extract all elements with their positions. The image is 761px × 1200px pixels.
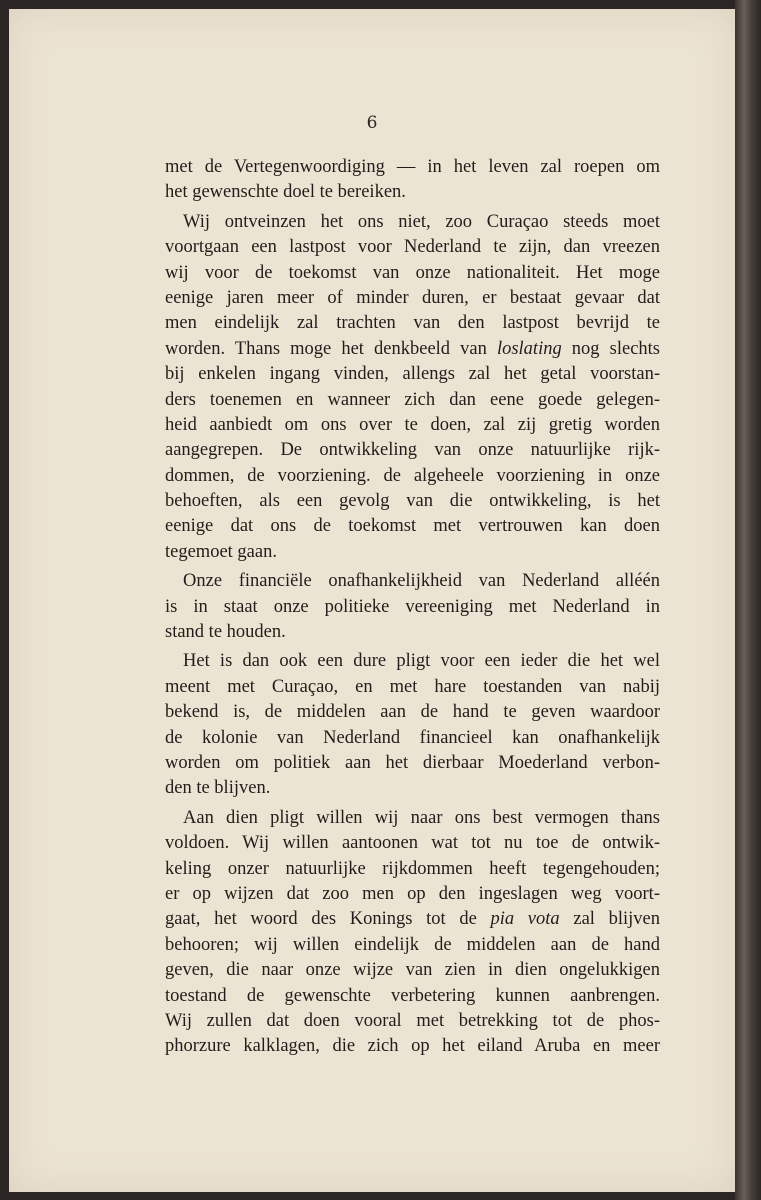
italic-term: pia vota	[490, 909, 560, 930]
text-line: heid aanbiedt om ons over te doen, zal zij gretig worden	[165, 414, 660, 435]
text-line: Het is dan ook een dure pligt voor een ieder die het wel	[183, 651, 660, 672]
text-line: men eindelijk zal trachten van den lastpost bevrijd te	[165, 313, 660, 334]
book-page	[9, 9, 735, 1192]
text-line: ders toenemen en wanneer zich dan eene goede gelegen-	[165, 389, 660, 410]
text-line: Wij ontveinzen het ons niet, zoo Curaçao steeds moet	[183, 211, 660, 232]
text-line: Aan dien pligt willen wij naar ons best vermogen thans	[183, 807, 660, 828]
book-spine	[735, 0, 761, 1200]
text-segment: worden. Thans moge het denkbeeld van	[165, 338, 497, 359]
text-line: met de Vertegenwoordiging — in het leven zal roepen om	[165, 157, 660, 177]
text-line: Wij zullen dat doen vooral met betrekking tot de phos-	[165, 1010, 660, 1031]
text-segment: nog slechts	[561, 338, 660, 359]
text-line: behoeften, als een gevolg van die ontwikkeling, is het	[165, 491, 660, 512]
text-line: is in staat onze politieke vereeniging met Nederland in	[165, 596, 660, 617]
text-line: tegemoet gaan.	[165, 541, 277, 562]
text-line: eenige dat ons de toekomst met vertrouwen kan doen	[165, 516, 660, 537]
text-line: phorzure kalklagen, die zich op het eiland Aruba en meer	[165, 1036, 660, 1057]
text-line: wij voor de toekomst van onze nationaliteit. Het moge	[165, 262, 660, 283]
page-number: 6	[366, 113, 378, 133]
text-line: meent met Curaçao, en met hare toestanden van nabij	[165, 676, 660, 697]
text-line: er op wijzen dat zoo men op den ingeslagen weg voort-	[165, 883, 660, 904]
text-line: voldoen. Wij willen aantoonen wat tot nu toe de ontwik-	[165, 833, 660, 854]
text-line: eenige jaren meer of minder duren, er bestaat gevaar dat	[165, 287, 660, 308]
text-segment: gaat, het woord des Konings tot de	[165, 909, 491, 930]
text-line: dommen, de voorziening. de algeheele voorziening in onze	[165, 465, 660, 486]
body-text	[165, 155, 660, 1060]
text-line: voortgaan een lastpost voor Nederland te zijn, dan vreezen	[165, 237, 660, 258]
text-line: toestand de gewenschte verbetering kunnen aanbrengen.	[165, 985, 660, 1006]
text-line: geven, die naar onze wijze van zien in dien ongelukkigen	[165, 960, 660, 981]
text-line	[165, 907, 660, 932]
text-line: het gewenschte doel te bereiken.	[165, 182, 406, 203]
italic-term: loslating	[496, 338, 562, 359]
text-line: keling onzer natuurlijke rijkdommen heeft tegengehouden;	[165, 858, 660, 879]
text-line: worden om politiek aan het dierbaar Moederland verbon-	[165, 752, 660, 773]
text-line: bekend is, de middelen aan de hand te geven waardoor	[165, 702, 660, 723]
text-line: aangegrepen. De ontwikkeling van onze natuurlijke rijk-	[165, 440, 660, 461]
text-line: den te blijven.	[165, 778, 271, 799]
text-line: de kolonie van Nederland financieel kan onafhankelijk	[165, 727, 660, 748]
text-segment: zal blijven	[559, 909, 660, 930]
text-line: stand te houden.	[165, 622, 286, 643]
text-line: behooren; wij willen eindelijk de middelen aan de hand	[165, 934, 660, 955]
text-line	[165, 337, 660, 362]
text-line: Onze financiële onafhankelijkheid van Nederland alléén	[183, 571, 660, 592]
text-line: bij enkelen ingang vinden, allengs zal het getal voorstan-	[165, 364, 660, 385]
